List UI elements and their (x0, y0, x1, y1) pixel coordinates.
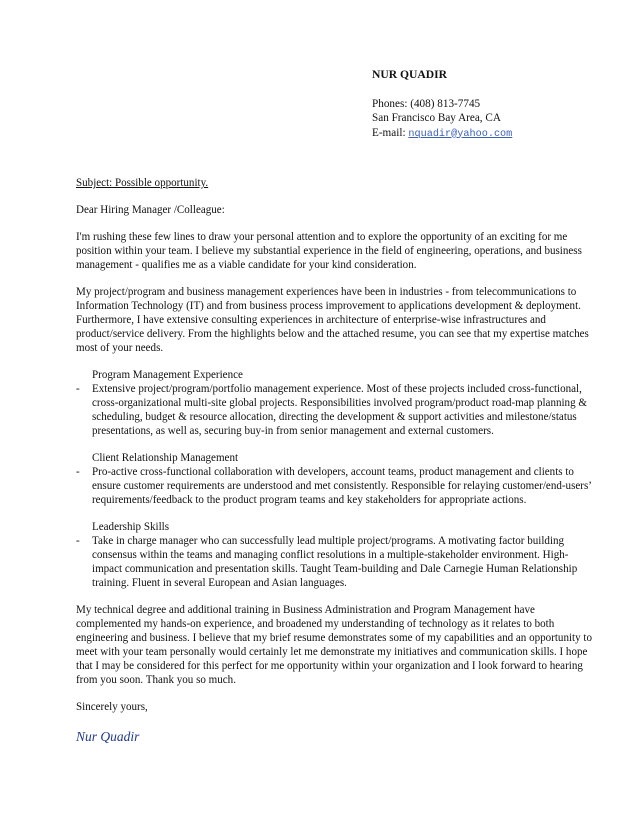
section-bullet (76, 534, 596, 590)
section-title: Leadership Skills (92, 521, 170, 533)
section-bullet (76, 465, 596, 507)
paragraph-training: My technical degree and additional training in Business Administration and Program Management have complemented my hands-on experience, and broadened my understanding of technology as it relates to both engineering and business. I believe that my brief resume demonstrates some of my capabilities and an opportunity to meet with your team personally would certainly let me demonstrate my initiatives and communication skills. I hope that I may be considered for this perfect for me opportunity within your organization and I look forward to hearing from you soon. Thank you so much. (76, 604, 592, 686)
section-title: Client Relationship Management (92, 452, 239, 464)
section-program-management (76, 368, 596, 438)
sender-block (372, 68, 622, 142)
sender-email-link[interactable]: nquadir@yahoo.com (408, 128, 513, 140)
sender-location: San Francisco Bay Area, CA (372, 112, 501, 124)
section-text: Take in charge manager who can successfully lead multiple project/programs. A motivating factor building consensus within the teams and managing conflict resolutions in a multiple-stakeholder environment. High-impact communication and presentation skills. Taught Team-building and Dale Carnegie Human Relationship training. Fluent in several European and Asian languages. (92, 535, 578, 589)
sender-email-label: E-mail: (372, 126, 409, 139)
bullet-dash: - (76, 383, 80, 395)
letter-subject: Subject: Possible opportunity. (76, 177, 209, 189)
bullet-dash: - (76, 535, 80, 547)
section-leadership (76, 520, 596, 590)
letter-closing: Sincerely yours, (76, 701, 148, 713)
section-bullet (76, 382, 596, 438)
sender-phones: Phones: (408) 813-7745 (372, 97, 481, 110)
section-text: Pro-active cross-functional collaboration with developers, account teams, product management and clients to ensure customer requirements are understood and met consistently. Responsible for relaying customer/end-users’ requirements/feedback to the product program teams and key stakeholders for appropriate actions. (92, 466, 592, 506)
paragraph-experience: My project/program and business management experiences have been in industries - from telecommunications to Information Technology (IT) and from business process improvement to applications development & deployment. Furthermore, I have extensive consulting experiences in architecture of enterprise-wise infrastructures and product/service delivery. From the highlights below and the attached resume, you can see that my expertise matches most of your needs. (76, 286, 589, 354)
sender-name: NUR QUADIR (372, 68, 448, 81)
sender-email-line (372, 126, 622, 143)
bullet-dash: - (76, 466, 80, 478)
paragraph-intro: I'm rushing these few lines to draw your personal attention and to explore the opportunity of an exciting for me position within your team. I believe my substantial experience in the field of engineering, operations, and business management - qualifies me as a viable candidate for your kind consideration. (76, 231, 582, 271)
section-title: Program Management Experience (92, 369, 243, 381)
signature: Nur Quadir (76, 729, 140, 744)
section-client-relationship (76, 451, 596, 507)
letter-body (76, 176, 596, 744)
section-text: Extensive project/program/portfolio management experience. Most of these projects included cross-functional, cross-organizational multi-site global projects. Responsibilities involved program/product road-map planning & scheduling, budget & resource allocation, directing the development & support activities and milestone/status presentations, as well as, securing buy-in from senior management and external customers. (92, 383, 587, 437)
letter-greeting: Dear Hiring Manager /Colleague: (76, 204, 225, 216)
